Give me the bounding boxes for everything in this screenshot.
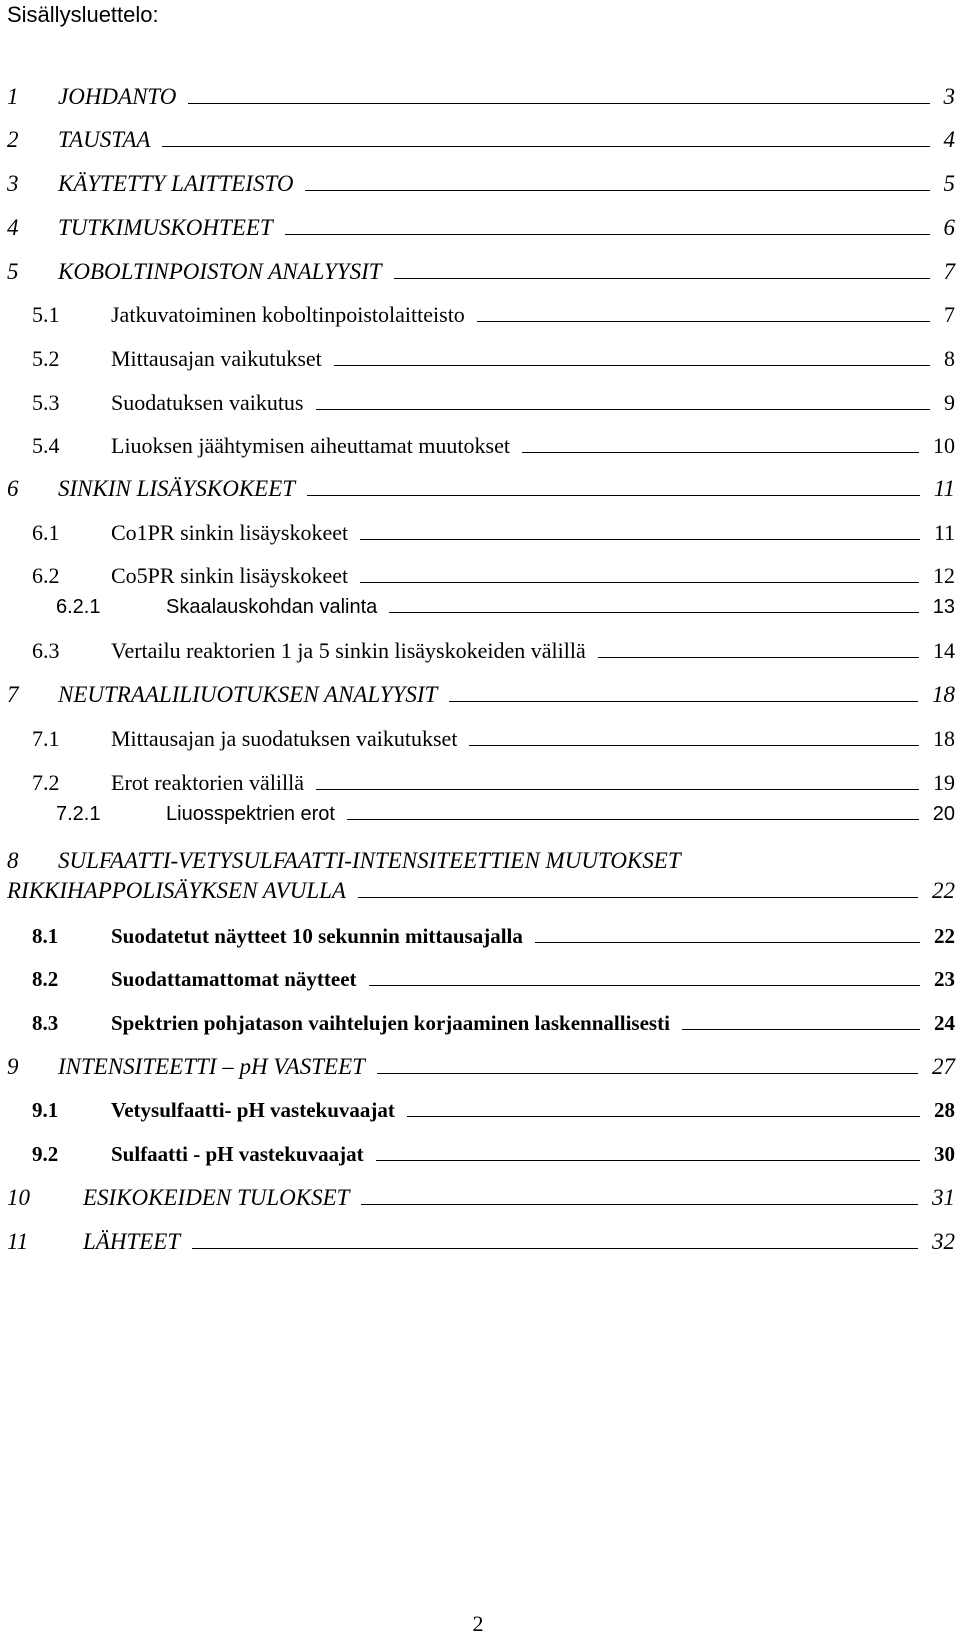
- toc-entry[interactable]: [0, 718, 960, 750]
- toc-entry-title: Erot reaktorien välillä: [111, 770, 305, 795]
- toc-entry-title: Suodattamattomat näytteet: [111, 967, 357, 991]
- toc-entry-page: 11: [933, 476, 955, 501]
- toc-entry-title: TUTKIMUSKOHTEET: [58, 215, 273, 240]
- toc-entry-page: 23: [934, 967, 955, 991]
- toc-entry-number: 3: [7, 171, 19, 196]
- toc-entry[interactable]: [0, 585, 960, 617]
- toc-entry-number: 7: [7, 682, 19, 707]
- toc-entry-page: 20: [932, 803, 955, 825]
- toc-entry[interactable]: [0, 425, 960, 457]
- toc-entry[interactable]: [0, 915, 960, 947]
- toc-entry-title: Co5PR sinkin lisäyskokeet: [111, 563, 349, 588]
- toc-entry-number: 9: [7, 1054, 19, 1079]
- toc-entry-page: 22: [934, 924, 955, 948]
- toc-leader-line: [389, 612, 919, 613]
- toc-entry-page: 24: [934, 1011, 955, 1035]
- toc-leader-line: [360, 582, 919, 583]
- toc-entry-page: 14: [933, 638, 955, 663]
- toc-entry-page: 7: [943, 259, 955, 284]
- toc-leader-line: [598, 657, 919, 658]
- toc-entry-title: LÄHTEET: [83, 1229, 181, 1254]
- toc-entry-title: INTENSITEETTI – pH VASTEET: [58, 1054, 365, 1079]
- page-number: 2: [472, 1611, 484, 1636]
- toc-entry-title: Liuosspektrien erot: [166, 803, 335, 825]
- toc-entry-number: 6.3: [32, 638, 60, 663]
- toc-entry-number: 5.4: [32, 433, 60, 458]
- toc-leader-line: [162, 146, 930, 147]
- toc-leader-line: [369, 985, 920, 986]
- toc-entry-title: SINKIN LISÄYSKOKEET: [58, 476, 296, 501]
- toc-leader-line: [682, 1029, 920, 1030]
- toc-entry-page: 10: [933, 433, 955, 458]
- toc-entry-title: KÄYTETTY LAITTEISTO: [58, 171, 294, 196]
- toc-entry-page: 32: [932, 1229, 955, 1254]
- toc-entry-page: 11: [933, 520, 955, 545]
- toc-entry[interactable]: [0, 294, 960, 326]
- toc-entry-page: 22: [932, 878, 955, 903]
- toc-entry-title: Suodatuksen vaikutus: [111, 390, 304, 415]
- toc-entry-page: 13: [932, 596, 955, 618]
- toc-leader-line: [360, 539, 920, 540]
- toc-entry-number: 5.2: [32, 346, 60, 371]
- toc-entry-number: 4: [7, 215, 19, 240]
- toc-entry[interactable]: [0, 468, 960, 500]
- toc-leader-line: [316, 789, 919, 790]
- toc-entry-page: 4: [943, 127, 955, 152]
- toc-leader-line: [347, 819, 919, 820]
- toc-entry-number: 10: [7, 1185, 30, 1210]
- toc-leader-line: [376, 1160, 920, 1161]
- toc-entry-title: Vetysulfaatti- pH vastekuvaajat: [111, 1098, 395, 1122]
- toc-entry-page: 8: [944, 346, 955, 371]
- toc-entry-number: 7.2.1: [56, 803, 101, 825]
- toc-leader-line: [192, 1248, 918, 1249]
- toc-leader-line: [188, 103, 930, 104]
- toc-entry[interactable]: [0, 1046, 960, 1078]
- toc-entry[interactable]: [0, 840, 960, 872]
- toc-entry-title: Spektrien pohjatason vaihtelujen korjaaminen laskennallisesti: [111, 1011, 670, 1035]
- toc-entry-title: Mittausajan ja suodatuksen vaikutukset: [111, 726, 458, 751]
- toc-entry-title: Liuoksen jäähtymisen aiheuttamat muutokset: [111, 433, 510, 458]
- toc-leader-line: [407, 1116, 920, 1117]
- toc-entry-number: 6.1: [32, 520, 60, 545]
- toc-entry-number: 5: [7, 259, 19, 284]
- toc-entry[interactable]: [0, 1089, 960, 1121]
- toc-entry-page: 30: [934, 1142, 955, 1166]
- toc-entry-number: 6.2.1: [56, 596, 101, 618]
- toc-entry-number: 7.1: [32, 726, 60, 751]
- toc-entry[interactable]: [0, 1177, 960, 1209]
- toc-entry[interactable]: [0, 76, 960, 108]
- toc-entry-page: 5: [943, 171, 955, 196]
- toc-leader-line: [522, 452, 919, 453]
- toc-entry-title: Suodatetut näytteet 10 sekunnin mittausajalla: [111, 924, 523, 948]
- toc-entry-title: RIKKIHAPPOLISÄYKSEN AVULLA: [7, 878, 346, 903]
- toc-entry[interactable]: [0, 1133, 960, 1165]
- toc-entry[interactable]: [0, 119, 960, 151]
- toc-entry-number: 8.2: [32, 967, 59, 991]
- toc-entry-number: 6: [7, 476, 19, 501]
- toc-entry-number: 9.1: [32, 1098, 59, 1122]
- toc-entry-page: 18: [932, 682, 955, 707]
- toc-entry-title: Mittausajan vaikutukset: [111, 346, 322, 371]
- toc-entry[interactable]: [0, 382, 960, 414]
- toc-entry[interactable]: [0, 1221, 960, 1253]
- toc-entry[interactable]: [0, 512, 960, 544]
- toc-leader-line: [334, 365, 930, 366]
- toc-entry-number: 8.1: [32, 924, 59, 948]
- toc-entry-number: 11: [7, 1229, 29, 1254]
- toc-entry-title: Vertailu reaktorien 1 ja 5 sinkin lisäyskokeiden välillä: [111, 638, 586, 663]
- toc-entry-number: 7.2: [32, 770, 60, 795]
- toc-entry-title: SULFAATTI-VETYSULFAATTI-INTENSITEETTIEN MUUTOKSET: [58, 848, 681, 873]
- toc-heading: Sisällysluettelo:: [7, 2, 159, 27]
- toc-leader-line: [316, 409, 930, 410]
- toc-entry-page: 19: [933, 770, 955, 795]
- toc-entry-number: 5.1: [32, 302, 60, 327]
- toc-entry-title: NEUTRAALILIUOTUKSEN ANALYYSIT: [58, 682, 438, 707]
- toc-entry-continuation[interactable]: [0, 870, 960, 902]
- toc-entry-title: Skaalauskohdan valinta: [166, 596, 378, 618]
- toc-leader-line: [449, 701, 918, 702]
- toc-entry[interactable]: [0, 958, 960, 990]
- toc-entry[interactable]: [0, 555, 960, 587]
- toc-entry-title: Jatkuvatoiminen koboltinpoistolaitteisto: [111, 302, 465, 327]
- toc-leader-line: [477, 321, 930, 322]
- toc-leader-line: [377, 1073, 918, 1074]
- toc-leader-line: [361, 1204, 918, 1205]
- toc-entry-page: 27: [932, 1054, 955, 1079]
- toc-entry-title: ESIKOKEIDEN TULOKSET: [83, 1185, 350, 1210]
- toc-entry[interactable]: [0, 792, 960, 824]
- toc-entry-page: 3: [943, 84, 955, 109]
- toc-entry[interactable]: [0, 338, 960, 370]
- toc-leader-line: [305, 190, 930, 191]
- toc-entry-title: JOHDANTO: [58, 84, 177, 109]
- toc-entry-number: 6.2: [32, 563, 60, 588]
- toc-entry[interactable]: [0, 163, 960, 195]
- toc-entry-number: 2: [7, 127, 19, 152]
- toc-entry-title: TAUSTAA: [58, 127, 151, 152]
- toc-leader-line: [535, 942, 920, 943]
- toc-entry[interactable]: [0, 251, 960, 283]
- toc-entry[interactable]: [0, 762, 960, 794]
- toc-entry-number: 8.3: [32, 1011, 59, 1035]
- toc-entry[interactable]: [0, 630, 960, 662]
- toc-leader-line: [307, 495, 920, 496]
- toc-entry-page: 12: [933, 563, 955, 588]
- toc-entry-number: 1: [7, 84, 19, 109]
- toc-leader-line: [469, 745, 919, 746]
- toc-entry[interactable]: [0, 1002, 960, 1034]
- toc-entry-page: 6: [943, 215, 955, 240]
- toc-entry-page: 31: [932, 1185, 955, 1210]
- toc-leader-line: [285, 234, 930, 235]
- toc-entry-number: 8: [7, 848, 19, 873]
- toc-leader-line: [358, 897, 918, 898]
- toc-leader-line: [394, 278, 930, 279]
- toc-entry-number: 9.2: [32, 1142, 59, 1166]
- toc-entry-title: Sulfaatti - pH vastekuvaajat: [111, 1142, 364, 1166]
- toc-entry-page: 9: [944, 390, 955, 415]
- toc-entry[interactable]: [0, 207, 960, 239]
- toc-entry-page: 7: [944, 302, 955, 327]
- toc-entry-title: KOBOLTINPOISTON ANALYYSIT: [58, 259, 382, 284]
- toc-entry[interactable]: [0, 674, 960, 706]
- toc-entry-title: Co1PR sinkin lisäyskokeet: [111, 520, 349, 545]
- toc-entry-page: 28: [934, 1098, 955, 1122]
- toc-entry-number: 5.3: [32, 390, 60, 415]
- toc-entry-page: 18: [933, 726, 955, 751]
